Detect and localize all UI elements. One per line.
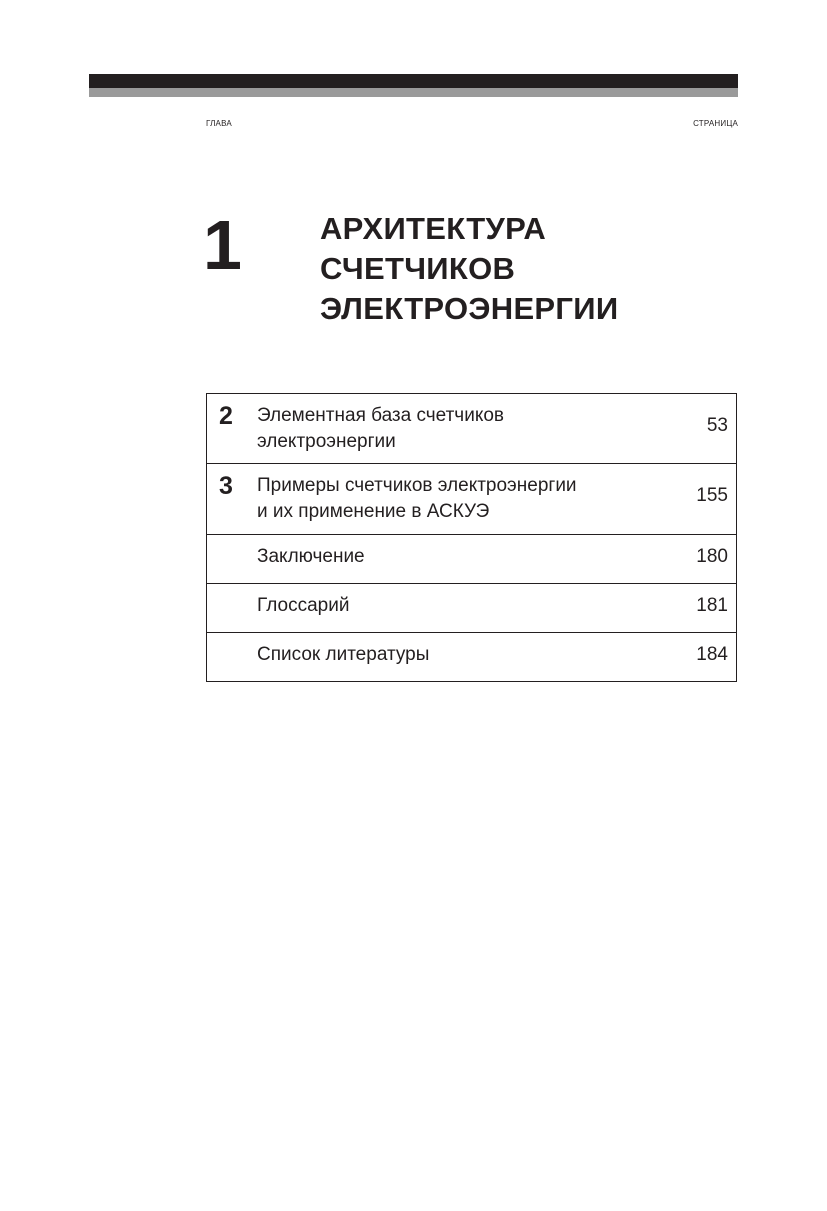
toc-entry-number: 3 bbox=[219, 472, 233, 500]
chapter-title bbox=[320, 209, 618, 329]
toc-entry-title-line: Список литературы bbox=[257, 644, 430, 665]
toc-entry-page: 155 bbox=[696, 485, 728, 506]
toc-entry-page: 53 bbox=[706, 415, 728, 436]
toc-entry-page: 181 bbox=[696, 595, 728, 616]
toc-entry-title-line: Глоссарий bbox=[257, 595, 350, 616]
toc-entry-title bbox=[257, 403, 504, 455]
chapter-title-line: АРХИТЕКТУРА bbox=[320, 211, 547, 246]
toc-entry[interactable] bbox=[206, 584, 737, 633]
toc-entry-title bbox=[257, 473, 577, 525]
chapter-column-label: ГЛАВА bbox=[206, 119, 232, 128]
toc-entry-title-line: Примеры счетчиков электроэнергии bbox=[257, 475, 577, 496]
chapter-title-line: СЧЕТЧИКОВ bbox=[320, 251, 516, 286]
header-bar-gray bbox=[89, 88, 738, 97]
toc-entry-title-line: Элементная база счетчиков bbox=[257, 405, 505, 426]
toc-entry[interactable] bbox=[206, 464, 737, 535]
chapter-title-line: ЭЛЕКТРОЭНЕРГИИ bbox=[320, 291, 619, 326]
toc-entry[interactable] bbox=[206, 393, 737, 464]
toc-entry-page: 184 bbox=[696, 644, 728, 665]
toc-entry-title-line: и их применение в АСКУЭ bbox=[257, 501, 490, 522]
toc-entry-title-line: Заключение bbox=[257, 546, 365, 567]
chapter-number: 1 bbox=[203, 206, 242, 284]
toc-entry-page: 180 bbox=[696, 546, 728, 567]
header-bar-dark bbox=[89, 74, 738, 88]
toc-entry-title bbox=[257, 642, 429, 668]
toc-entry[interactable] bbox=[206, 535, 737, 584]
toc-entry-number: 2 bbox=[219, 402, 233, 430]
toc-entry-title bbox=[257, 593, 349, 619]
toc-entry-title bbox=[257, 544, 365, 570]
toc-entry-title-line: электроэнергии bbox=[257, 431, 396, 452]
page-column-label: СТРАНИЦА bbox=[693, 119, 738, 128]
toc-entry[interactable] bbox=[206, 633, 737, 682]
table-of-contents bbox=[206, 393, 737, 682]
